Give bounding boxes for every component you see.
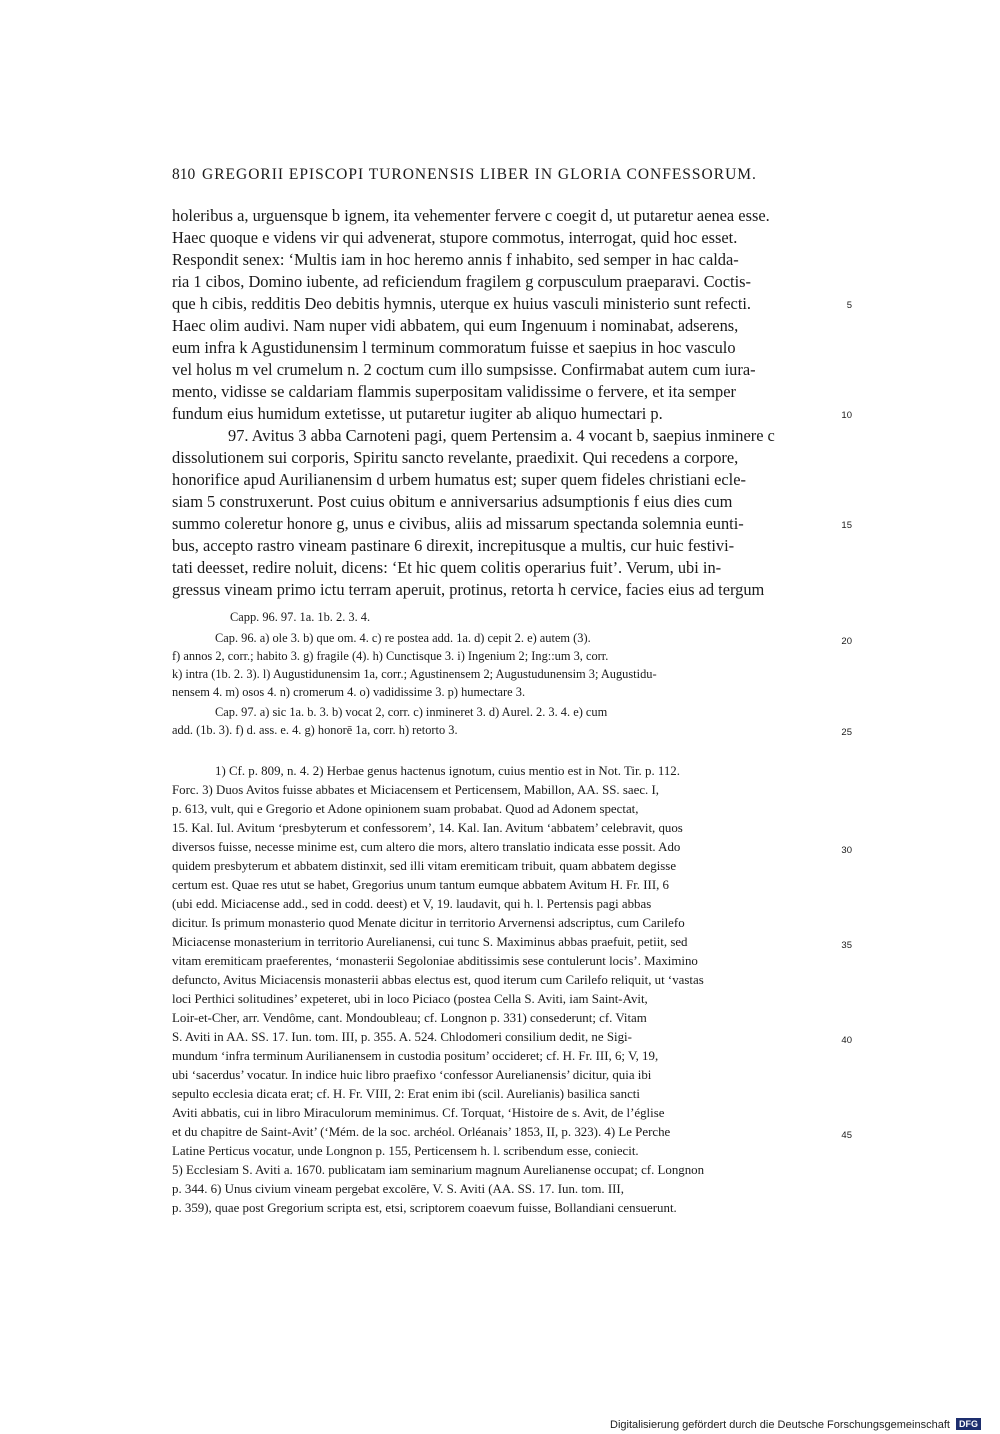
- footnote-line: dicitur. Is primum monasterio quod Menate dicitur in territorio Arvernensi adscriptus, cum Carilefo: [172, 916, 685, 930]
- main-line: que h cibis, redditis Deo debitis hymnis, uterque ex huius vasculi ministerio sunt refecti.: [172, 294, 752, 313]
- footnote-line: p. 344. 6) Unus civium vineam pergebat excolēre, V. S. Aviti (AA. SS. 17. Iun. tom. III,: [172, 1182, 624, 1196]
- line-number-marker: 15: [841, 520, 852, 531]
- line-number-marker: 35: [841, 940, 852, 951]
- footnote-line: certum est. Quae res utut se habet, Gregorius unum tantum eumque abbatem Avitum H. Fr. III, 6: [172, 878, 670, 892]
- main-line: eum infra k Agustidunensim l terminum commoratum fuisse et saepius in hoc vasculo: [172, 338, 736, 357]
- footnote-line: diversos fuisse, necesse minime est, cum altero die mors, altero translatio indicata esse possit. Ado: [172, 840, 681, 854]
- main-line: tati deesset, redire noluit, dicens: ‘Et hic quem colitis operarius fuit’. Verum, ubi in-: [172, 558, 722, 577]
- footnote-line: defuncto, Avitus Miciacensis monasterii abbas electus est, quod iterum cum Carilefo reliquit, ut ‘vastas: [172, 973, 704, 987]
- footnote-line: quidem presbyterum et abbatem distinxit, sed illi vitam eremiticam tribuit, quam abbatem degisse: [172, 859, 677, 873]
- dfg-logo: DFG: [956, 1418, 981, 1430]
- chapter-97-start: 97. Avitus 3 abba Carnoteni pagi, quem Pertensim a. 4 vocant b, saepius inminere c: [228, 426, 775, 445]
- main-line: siam 5 construxerunt. Post cuius obitum e anniversarius adsumptionis f eius dies cum: [172, 492, 733, 511]
- main-line: mento, vidisse se caldariam flammis superpositam validissime o fervere, et ita semper: [172, 382, 736, 401]
- footnote-line: sepulto ecclesia dicata erat; cf. H. Fr. VIII, 2: Erat enim ibi (scil. Aurelianis) basilica sancti: [172, 1087, 640, 1101]
- main-line: gressus vineam primo ictu terram aperuit, protinus, retorta h cervice, facies eius ad tergum: [172, 580, 765, 599]
- main-line: summo coleretur honore g, unus e civibus, aliis ad missarum spectanda solemnia eunti-: [172, 514, 744, 533]
- main-line: holeribus a, urguensque b ignem, ita vehementer fervere c coegit d, ut putaretur aenea esse.: [172, 206, 770, 225]
- apparatus-line: Cap. 97. a) sic 1a. b. 3. b) vocat 2, corr. c) inmineret 3. d) Aurel. 2. 3. 4. e) cum: [215, 705, 608, 719]
- footnote-line: 1) Cf. p. 809, n. 4. 2) Herbae genus hactenus ignotum, cuius mentio est in Not. Tir. p. 112.: [215, 764, 680, 778]
- line-number-marker: 5: [846, 300, 852, 311]
- line-number-marker: 25: [841, 727, 852, 738]
- apparatus-line: Capp. 96. 97. 1a. 1b. 2. 3. 4.: [230, 610, 371, 624]
- footnote-line: loci Perthici solitudines’ expeteret, ubi in loco Piciaco (postea Cella S. Aviti, iam Saint-Avit,: [172, 992, 648, 1006]
- footnote-line: et du chapitre de Saint-Avit’ (‘Mém. de la soc. archéol. Orléanais’ 1853, II, p. 323). 4) Le Perche: [172, 1125, 671, 1139]
- footnote-line: (ubi edd. Miciacense add., sed in codd. deest) et V, 19. laudavit, qui h. l. Pertensis pagi abbas: [172, 897, 652, 911]
- apparatus-line: nensem 4. m) osos 4. n) cromerum 4. o) vadidissime 3. p) humectare 3.: [172, 685, 526, 699]
- apparatus-line: add. (1b. 3). f) d. ass. e. 4. g) honorē 1a, corr. h) retorto 3.: [172, 723, 458, 737]
- running-header: [172, 166, 842, 188]
- digitization-credit: [610, 1418, 981, 1431]
- main-line: bus, accepto rastro vineam pastinare 6 direxit, increpitusque a multis, cur huic festivi-: [172, 536, 735, 555]
- line-number-marker: 40: [841, 1035, 852, 1046]
- main-line: fundum eius humidum extetisse, ut putaretur iugiter ab aliquo humectari p.: [172, 404, 663, 423]
- footnote-line: Forc. 3) Duos Avitos fuisse abbates et Miciacensem et Perticensem, Mabillon, AA. SS. saec. I,: [172, 783, 660, 797]
- main-line: vel holus m vel crumelum n. 2 coctum cum illo sumpsisse. Confirmabat autem cum iura-: [172, 360, 756, 379]
- footnote-line: vitam eremiticam praeferentes, ‘monasterii Segoloniae abditissimis sese contulerunt locis’. Maximino: [172, 954, 698, 968]
- main-line: Haec quoque e videns vir qui advenerat, stupore commotus, interrogat, quid hoc esset.: [172, 228, 738, 247]
- footnote-line: ubi ‘sacerdus’ vocatur. In indice huic libro praefixo ‘confessor Aurelianensis’ dicitur, quia ibi: [172, 1068, 652, 1082]
- main-line: dissolutionem sui corporis, Spiritu sancto revelante, praedixit. Qui recedens a corpore,: [172, 448, 739, 467]
- line-number-marker: 30: [841, 845, 852, 856]
- apparatus-line: f) annos 2, corr.; habito 3. g) fragile (4). h) Cunctisque 3. i) Ingenium 2; Ing::um 3, corr.: [172, 649, 609, 663]
- credit-text: Digitalisierung gefördert durch die Deutsche Forschungsgemeinschaft: [610, 1419, 950, 1431]
- footnote-line: mundum ‘infra terminum Aurilianensem in custodia positum’ occideret; cf. H. Fr. III, 6; V, 19,: [172, 1049, 659, 1063]
- line-number-marker: 45: [841, 1130, 852, 1141]
- footnote-line: Miciacense monasterium in territorio Aurelianensi, cui tunc S. Maximinus abbas praefuit, petiit, sed: [172, 935, 688, 949]
- line-number-marker: 10: [841, 410, 852, 421]
- page-number: 810: [172, 166, 196, 183]
- footnote-line: 5) Ecclesiam S. Aviti a. 1670. publicatam iam seminarium magnum Aurelianense occupat; cf. Longnon: [172, 1163, 705, 1177]
- main-line: Haec olim audivi. Nam nuper vidi abbatem, qui eum Ingenuum i nominabat, adserens,: [172, 316, 739, 335]
- apparatus-line: k) intra (1b. 2. 3). l) Augustidunensim 1a, corr.; Agustinensem 2; Augustudunensim 3; Augustidu-: [172, 667, 657, 681]
- footnote-line: 15. Kal. Iul. Avitum ‘presbyterum et confessorem’, 14. Kal. Ian. Avitum ‘abbatem’ celebravit, quos: [172, 821, 683, 835]
- footnote-line: Latine Perticus vocatur, unde Longnon p. 155, Perticensem h. l. scribendum esse, coniecit.: [172, 1144, 639, 1158]
- main-line: ria 1 cibos, Domino iubente, ad reficiendum fragilem g corpusculum praeparavi. Coctis-: [172, 272, 751, 291]
- apparatus-line: Cap. 96. a) ole 3. b) que om. 4. c) re postea add. 1a. d) cepit 2. e) autem (3).: [215, 631, 591, 645]
- footnote-line: Loir-et-Cher, arr. Vendôme, cant. Mondoubleau; cf. Longnon p. 331) consederunt; cf. Vitam: [172, 1011, 647, 1025]
- running-title: GREGORII EPISCOPI TURONENSIS LIBER IN GLORIA CONFESSORUM.: [202, 166, 757, 183]
- footnote-line: p. 359), quae post Gregorium scripta est, etsi, scriptorem coaevum fuisse, Bollandiani censuerunt.: [172, 1201, 677, 1215]
- line-number-marker: 20: [841, 636, 852, 647]
- footnote-line: S. Aviti in AA. SS. 17. Iun. tom. III, p. 355. A. 524. Chlodomeri consilium dedit, ne Sigi-: [172, 1030, 632, 1044]
- footnote-line: Aviti abbatis, cui in libro Miraculorum meminimus. Cf. Torquat, ‘Histoire de s. Avit, de l’église: [172, 1106, 665, 1120]
- footnote-line: p. 613, vult, qui e Gregorio et Adone opinionem suam probabat. Quod ad Adonem spectat,: [172, 802, 639, 816]
- main-line: Respondit senex: ‘Multis iam in hoc heremo annis f inhabito, sed semper in hac calda-: [172, 250, 739, 269]
- main-line: honorifice apud Aurilianensim d urbem humatus est; super quem fideles christiani ecle-: [172, 470, 746, 489]
